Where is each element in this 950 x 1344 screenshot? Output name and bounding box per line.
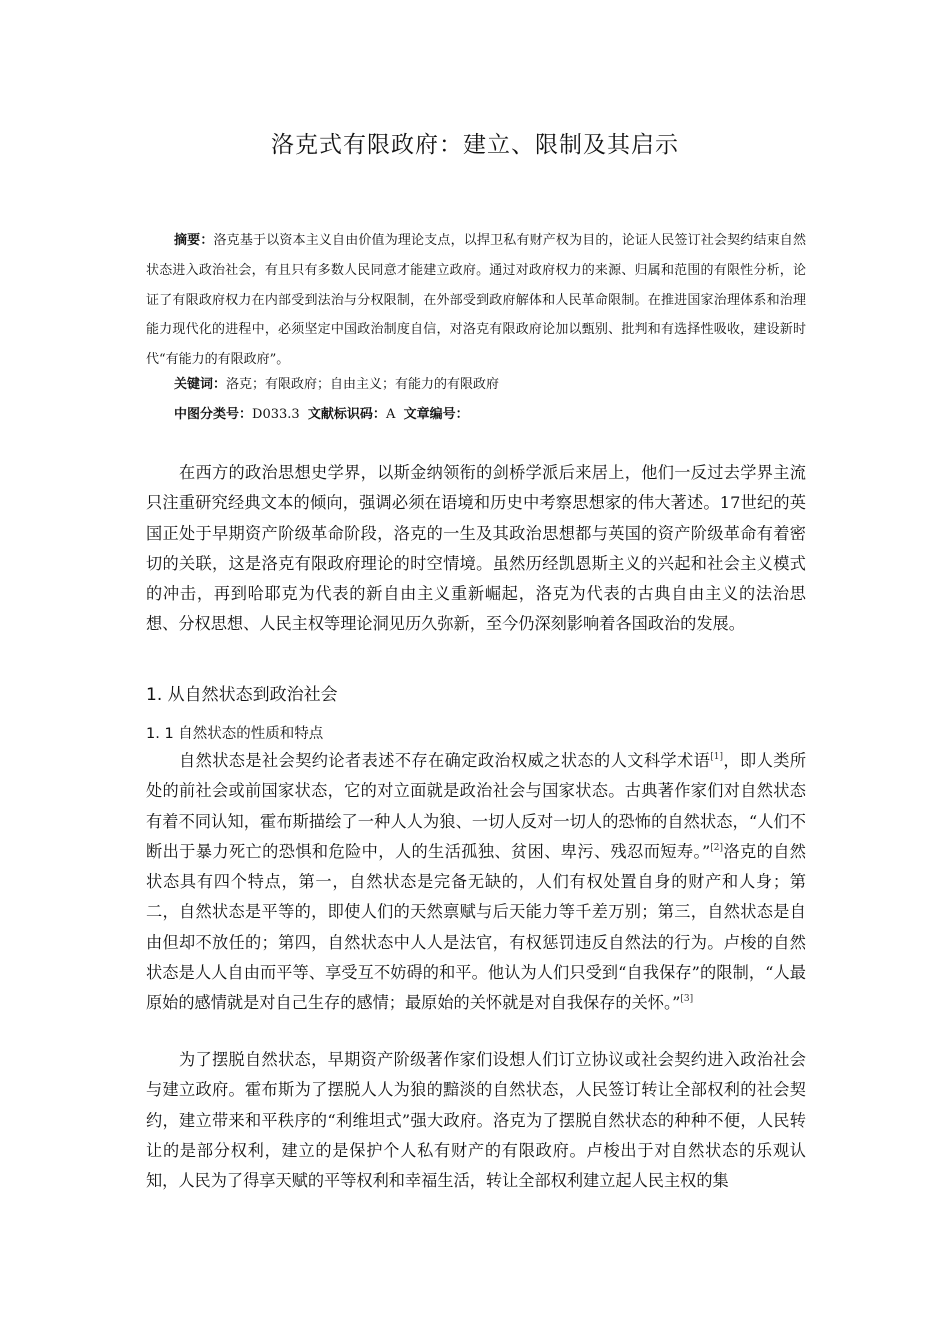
keywords-label: 关键词： — [174, 377, 227, 392]
abstract-paragraph — [146, 226, 806, 375]
abstract-text: 洛克基于以资本主义自由价值为理论支点，以捍卫私有财产权为目的，论证人民签订社会契约结束自然状态进入政治社会，有且只有多数人民同意才能建立政府。通过对政府权力的来源、归属和范围的有限性分析，论证了有限政府权力在内部受到法治与分权限制，在外部受到政府解体和人民革命限制。在推进国家治理体系和治理能力现代化的进程中，必须坚定中国政治制度自信，对洛克有限政府论加以甄别、批判和有选择性吸收，建设新时代“有能力的有限政府”。 — [146, 233, 806, 368]
para-text: ，即人类所处的前社会或前国家状态，它的对立面就是政治社会与国家状态。古典著作家们对自然状态有着不同认知，霍布斯描绘了一种人人为狼、一切人反对一切人的恐怖的自然状态，“人们不断出于暴力死亡的恐惧和危险中，人的生活孤独、贫困、卑污、残忍而短寿。” — [146, 751, 807, 861]
citation-ref[interactable]: [2] — [710, 842, 724, 853]
classification-line — [174, 403, 469, 422]
abstract — [146, 226, 806, 375]
body-paragraph-1 — [146, 746, 806, 1019]
article-no-label: 文章编号： — [403, 407, 469, 422]
doc-code-value: A — [385, 407, 396, 422]
para-text: 自然状态是社会契约论者表述不存在确定政治权威之状态的人文科学术语 — [179, 751, 711, 770]
document-title: 洛克式有限政府：建立、限制及其启示 — [271, 132, 679, 158]
section-heading: 1. 从自然状态到政治社会 — [146, 685, 338, 705]
keywords-text: 洛克；有限政府；自由主义；有能力的有限政府 — [226, 377, 500, 392]
doc-code-label: 文献标识码： — [307, 407, 386, 422]
keywords — [174, 373, 499, 392]
clc-label: 中图分类号： — [174, 407, 253, 422]
body-paragraph-2: 为了摆脱自然状态，早期资产阶级著作家们设想人们订立协议或社会契约进入政治社会与建立政府。霍布斯为了摆脱人人为狼的黯淡的自然状态，人民签订转让全部权利的社会契约，建立带来和平秩序的“利维坦式”强大政府。洛克为了摆脱自然状态的种种不便，人民转让的是部分权利，建立的是保护个人私有财产的有限政府。卢梭出于对自然状态的乐观认知，人民为了得享天赋的平等权利和幸福生活，转让全部权利建立起人民主权的集 — [146, 1050, 806, 1191]
subsection-heading: 1. 1 自然状态的性质和特点 — [146, 726, 324, 742]
para-text: 洛克的自然状态具有四个特点，第一，自然状态是完备无缺的，人们有权处置自身的财产和人身；第二，自然状态是平等的，即使人们的天然禀赋与后天能力等千差万别；第三，自然状态是自由但却不放任的；第四，自然状态中人人是法官，有权惩罚违反自然法的行为。卢梭的自然状态是人人自由而平等、享受互不妨碍的和平。他认为人们只受到“自我保存”的限制，“人最原始的感情就是对自己生存的感情；最原始的关怀就是对自我保存的关怀。” — [146, 841, 806, 1013]
citation-ref[interactable]: [1] — [710, 752, 723, 762]
intro-paragraph: 在西方的政治思想史学界，以斯金纳领衔的剑桥学派后来居上，他们一反过去学界主流只注重研究经典文本的倾向，强调必须在语境和历史中考察思想家的伟大著述。17世纪的英国正处于早期资产阶级革命阶段，洛克的一生及其政治思想都与英国的资产阶级革命有着密切的关联，这是洛克有限政府理论的时空情境。虽然历经凯恩斯主义的兴起和社会主义模式的冲击，再到哈耶克为代表的新自由主义重新崛起，洛克为代表的古典自由主义的法治思想、分权思想、人民主权等理论洞见历久弥新，至今仍深刻影响着各国政治的发展。 — [146, 463, 806, 634]
abstract-label: 摘要： — [174, 233, 214, 248]
citation-ref[interactable]: [3] — [680, 994, 694, 1005]
clc-value: D033.3 — [252, 407, 300, 422]
